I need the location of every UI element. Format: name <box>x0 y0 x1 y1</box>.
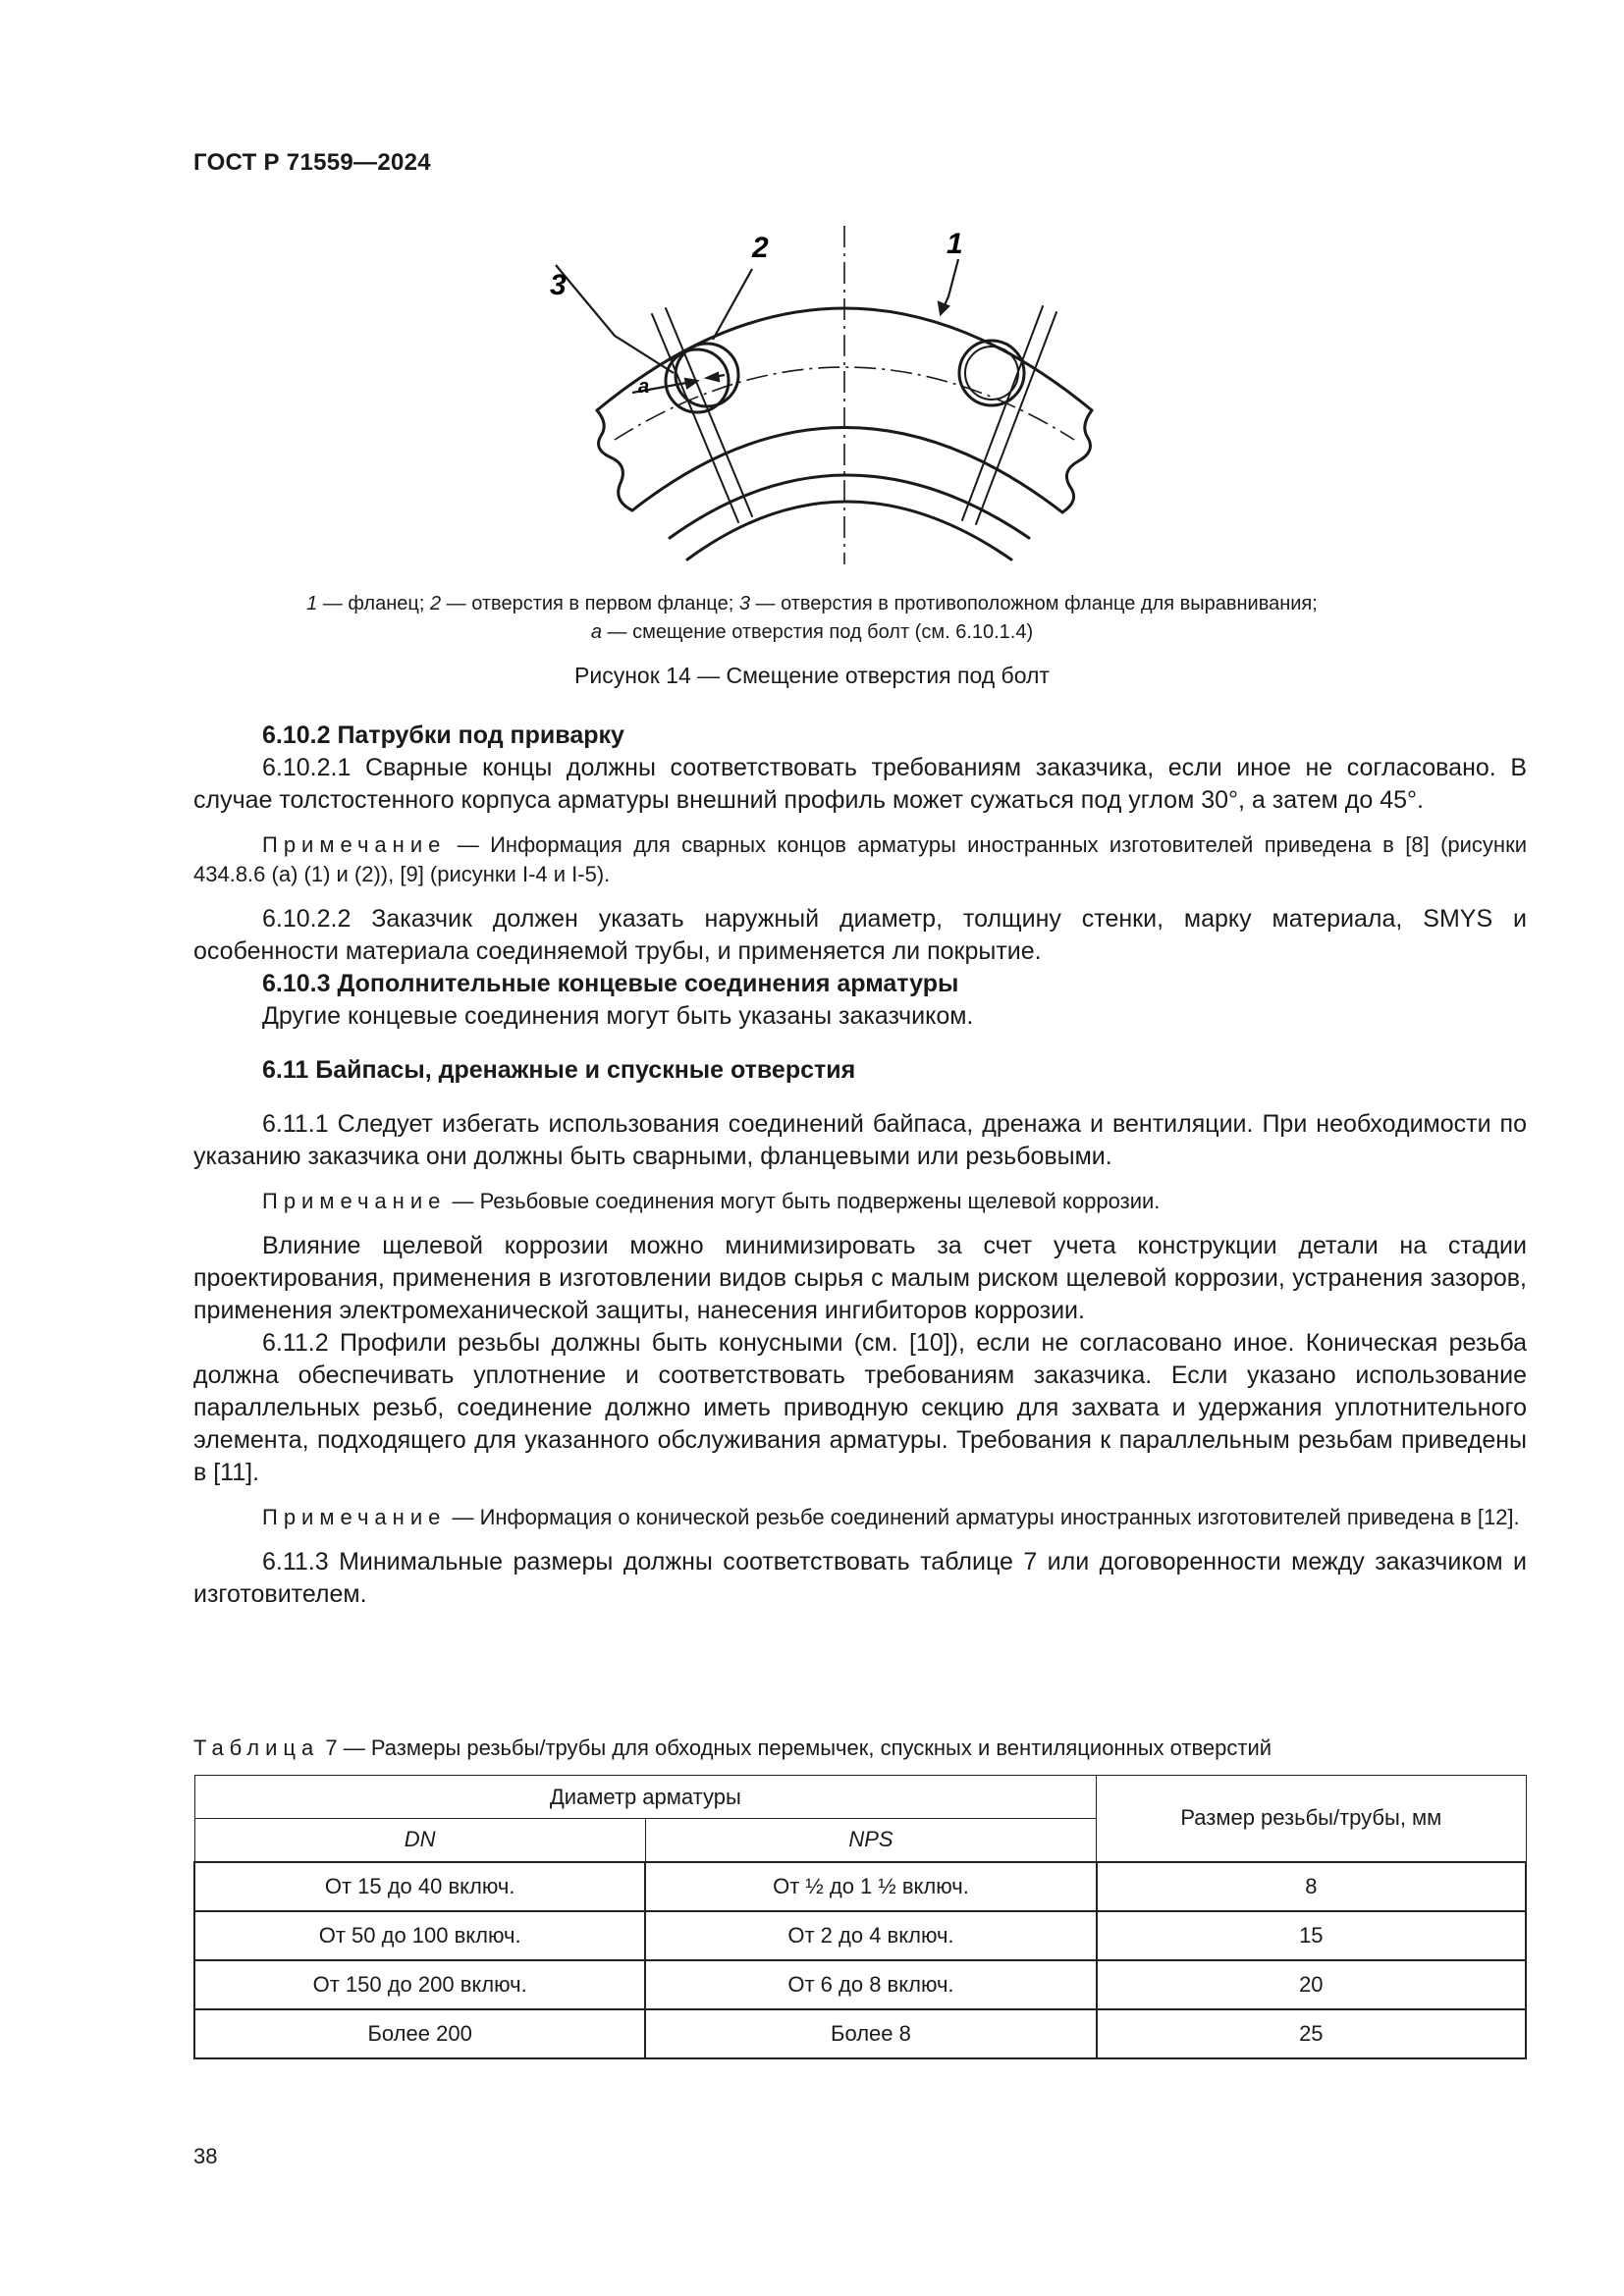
leader-3 <box>556 265 674 373</box>
table-title <box>193 1735 1272 1761</box>
para-6-11-1: 6.11.1 Следует избегать использования соединений байпаса, дренажа и вентиляции. При необходимости по указанию заказчика они должны быть сварными, фланцевыми или резьбовыми. <box>193 1110 1527 1170</box>
legend-num-a: а <box>590 621 602 643</box>
para-6-11-3: 6.11.3 Минимальные размеры должны соответствовать таблице 7 или договоренности между заказчиком и изготовителем. <box>193 1548 1527 1608</box>
para-6-11-2: 6.11.2 Профили резьбы должны быть конусными (см. [10]), если не согласовано иное. Коническая резьба должна обеспечивать уплотнение и соответствовать требованиям заказчика. Если указано использование параллельных резьб, соединение должно иметь приводную секцию для захвата и удержания уплотнительного элемента, подходящего для указанного обслуживания арматуры. Требования к параллельным резьбам приведены в [11]. <box>193 1329 1527 1486</box>
table-row <box>194 1911 1526 1960</box>
cell-dn: От 15 до 40 включ. <box>194 1862 645 1911</box>
legend-text-3: — отверстия в противоположном фланце для выравнивания; <box>749 593 1318 614</box>
legend-text-2: — отверстия в первом фланце; <box>441 593 739 614</box>
legend-num-1: 1 <box>306 593 318 614</box>
header-dn: DN <box>194 1819 645 1862</box>
flange-offset-figure <box>550 226 1139 564</box>
header-nps: NPS <box>645 1819 1096 1862</box>
page-number: 38 <box>193 2144 218 2168</box>
callout-2: 2 <box>752 232 769 264</box>
figure-legend <box>193 590 1431 647</box>
table-row <box>194 1960 1526 2009</box>
callout-a: a <box>638 376 650 398</box>
cell-nps: От 2 до 4 включ. <box>645 1911 1096 1960</box>
flange-inner-arc-1 <box>632 427 1062 512</box>
table-title-text: 7 — Размеры резьбы/трубы для обходных перемычек, спускных и вентиляционных отверстий <box>319 1735 1272 1760</box>
header-thread-size: Размер резьбы/трубы, мм <box>1097 1776 1526 1862</box>
callout-1: 1 <box>947 228 963 260</box>
para-6-10-3: Другие концевые соединения могут быть указаны заказчиком. <box>262 1002 974 1030</box>
heading-6-10-3: 6.10.3 Дополнительные концевые соединения арматуры <box>262 970 959 997</box>
header-valve-diameter: Диаметр арматуры <box>194 1776 1097 1819</box>
legend-text-1: — фланец; <box>317 593 430 614</box>
table-row <box>194 2009 1526 2058</box>
note-1 <box>193 830 1527 889</box>
note-label: Примечание <box>262 1189 447 1213</box>
cell-nps: От ½ до 1 ½ включ. <box>645 1862 1096 1911</box>
legend-text-a: — смещение отверстия под болт (см. 6.10.1.4) <box>601 621 1034 643</box>
table-title-label: Таблица <box>193 1735 320 1760</box>
cell-size: 15 <box>1097 1911 1526 1960</box>
note-2-text: — Резьбовые соединения могут быть подвержены щелевой коррозии. <box>446 1189 1161 1213</box>
note-label: Примечание <box>262 832 447 857</box>
cell-dn: Более 200 <box>194 2009 645 2058</box>
note-3-text: — Информация о конической резьбе соединений арматуры иностранных изготовителей приведена в [12]. <box>446 1505 1520 1529</box>
para-6-10-2-1: 6.10.2.1 Сварные концы должны соответствовать требованиям заказчика, если иное не согласовано. В случае толстостенного корпуса арматуры внешний профиль может сужаться под углом 30°, а затем до 45°. <box>193 754 1527 814</box>
legend-num-3: 3 <box>738 593 750 614</box>
cell-dn: От 50 до 100 включ. <box>194 1911 645 1960</box>
flange-right-break <box>1062 410 1092 512</box>
cell-dn: От 150 до 200 включ. <box>194 1960 645 2009</box>
figure-caption: Рисунок 14 — Смещение отверстия под болт <box>574 663 1050 688</box>
thread-size-table <box>193 1775 1527 2059</box>
note-1-text: — Информация для сварных концов арматуры иностранных изготовителей приведена в [8] (рисунки 434.8.6 (а) (1) и (2)), [9] (рисунки I-4 и I-5). <box>193 832 1527 886</box>
heading-6-10-2: 6.10.2 Патрубки под приварку <box>262 721 624 749</box>
cell-size: 25 <box>1097 2009 1526 2058</box>
cell-size: 8 <box>1097 1862 1526 1911</box>
cell-nps: От 6 до 8 включ. <box>645 1960 1096 2009</box>
para-corrosion: Влияние щелевой коррозии можно минимизировать за счет учета конструкции детали на стадии проектирования, применения в изготовлении видов сырья с малым риском щелевой коррозии, устранения зазоров, применения электромеханической защиты, нанесения ингибиторов коррозии. <box>193 1232 1527 1324</box>
heading-6-11: 6.11 Байпасы, дренажные и спускные отверстия <box>262 1056 856 1084</box>
note-3 <box>193 1503 1527 1532</box>
flange-left-break <box>597 410 632 510</box>
cell-size: 20 <box>1097 1960 1526 2009</box>
cell-nps: Более 8 <box>645 2009 1096 2058</box>
callout-3: 3 <box>550 269 567 301</box>
body-text <box>193 720 1527 1611</box>
document-header: ГОСТ Р 71559—2024 <box>193 149 431 176</box>
flange-inner-arc-3 <box>687 502 1011 560</box>
note-label: Примечание <box>262 1505 447 1529</box>
para-6-10-2-2: 6.10.2.2 Заказчик должен указать наружный диаметр, толщину стенки, марку материала, SMYS и особенности материала соединяемой трубы, и применяется ли покрытие. <box>193 905 1527 965</box>
table-row <box>194 1862 1526 1911</box>
note-2 <box>193 1187 1527 1216</box>
bolt-hole-right <box>959 341 1024 405</box>
legend-num-2: 2 <box>429 593 442 614</box>
